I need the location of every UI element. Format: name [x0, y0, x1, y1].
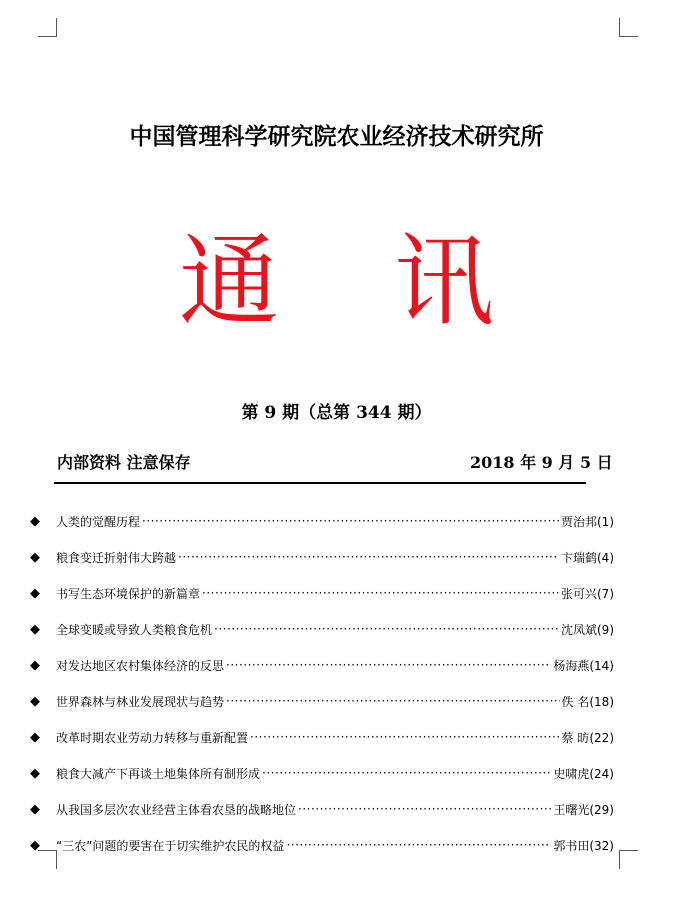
issue-number: 第 9 期（总第 344 期）: [241, 403, 432, 423]
table-of-contents: [30, 503, 620, 863]
diamond-bullet-icon: ◆: [30, 693, 40, 709]
toc-item: [30, 827, 620, 863]
masthead: [0, 222, 673, 342]
toc-item: [30, 683, 620, 719]
diamond-bullet-icon: ◆: [30, 837, 40, 853]
toc-item-title: 人类的觉醒历程: [56, 514, 141, 529]
toc-item-title: 书写生态环境保护的新篇章: [56, 586, 201, 601]
toc-item-title: 粮食变迁折射伟大跨越: [56, 550, 177, 565]
toc-item-author: 史啸虎(24): [553, 766, 614, 781]
toc-item-author: 蔡 昉(22): [561, 730, 614, 745]
toc-item-title: 全球变暖或导致人类粮食危机: [56, 622, 213, 637]
leader-dots: [286, 838, 551, 852]
crop-mark-top-left: [38, 18, 57, 37]
leader-dots: [250, 730, 560, 744]
confidential-notice: 内部资料 注意保存: [57, 453, 191, 472]
toc-item-title: “三农”问题的要害在于切实维护农民的权益: [56, 838, 285, 853]
leader-dots: [226, 658, 551, 672]
leader-dots: [298, 802, 551, 816]
toc-item-title: 世界森林与林业发展现状与趋势: [56, 694, 225, 709]
leader-dots: [226, 694, 560, 708]
toc-item: [30, 539, 620, 575]
toc-item: [30, 503, 620, 539]
toc-item-author: 杨海燕(14): [553, 658, 614, 673]
organization-title: 中国管理科学研究院农业经济技术研究所: [129, 123, 544, 150]
diamond-bullet-icon: ◆: [30, 621, 40, 637]
diamond-bullet-icon: ◆: [30, 549, 40, 565]
toc-item: [30, 791, 620, 827]
leader-dots: [178, 550, 559, 564]
toc-item-author: 贾治邦(1): [561, 514, 614, 529]
toc-item-title: 粮食大减产下再谈土地集体所有制形成: [56, 766, 261, 781]
toc-item: [30, 755, 620, 791]
crop-mark-bottom-right: [619, 850, 638, 869]
toc-item-author: 王曙光(29): [553, 802, 614, 817]
toc-item-title: 从我国多层次农业经营主体看农垦的战略地位: [56, 802, 297, 817]
leader-dots: [214, 622, 559, 636]
toc-item: [30, 575, 620, 611]
leader-dots: [142, 514, 559, 528]
toc-item-title: 改革时期农业劳动力转移与重新配置: [56, 730, 249, 745]
toc-item: [30, 611, 620, 647]
leader-dots: [202, 586, 559, 600]
toc-item-author: 张可兴(7): [561, 586, 614, 601]
toc-item-title: 对发达地区农村集体经济的反思: [56, 658, 225, 673]
leader-dots: [262, 766, 551, 780]
toc-item-author: 沈凤斌(9): [561, 622, 614, 637]
diamond-bullet-icon: ◆: [30, 513, 40, 529]
diamond-bullet-icon: ◆: [30, 657, 40, 673]
masthead-char-2: 讯: [394, 223, 494, 340]
toc-item: [30, 647, 620, 683]
toc-item-author: 郭书田(32): [553, 838, 614, 853]
toc-item: [30, 719, 620, 755]
diamond-bullet-icon: ◆: [30, 585, 40, 601]
issue-date: 2018 年 9 月 5 日: [470, 453, 613, 472]
masthead-char-1: 通: [179, 223, 279, 340]
diamond-bullet-icon: ◆: [30, 765, 40, 781]
toc-item-author: 卞瑞鹤(4): [561, 550, 614, 565]
crop-mark-top-right: [619, 18, 638, 37]
toc-item-author: 佚 名(18): [561, 694, 614, 709]
diamond-bullet-icon: ◆: [30, 729, 40, 745]
diamond-bullet-icon: ◆: [30, 801, 40, 817]
header-divider: [54, 482, 586, 484]
